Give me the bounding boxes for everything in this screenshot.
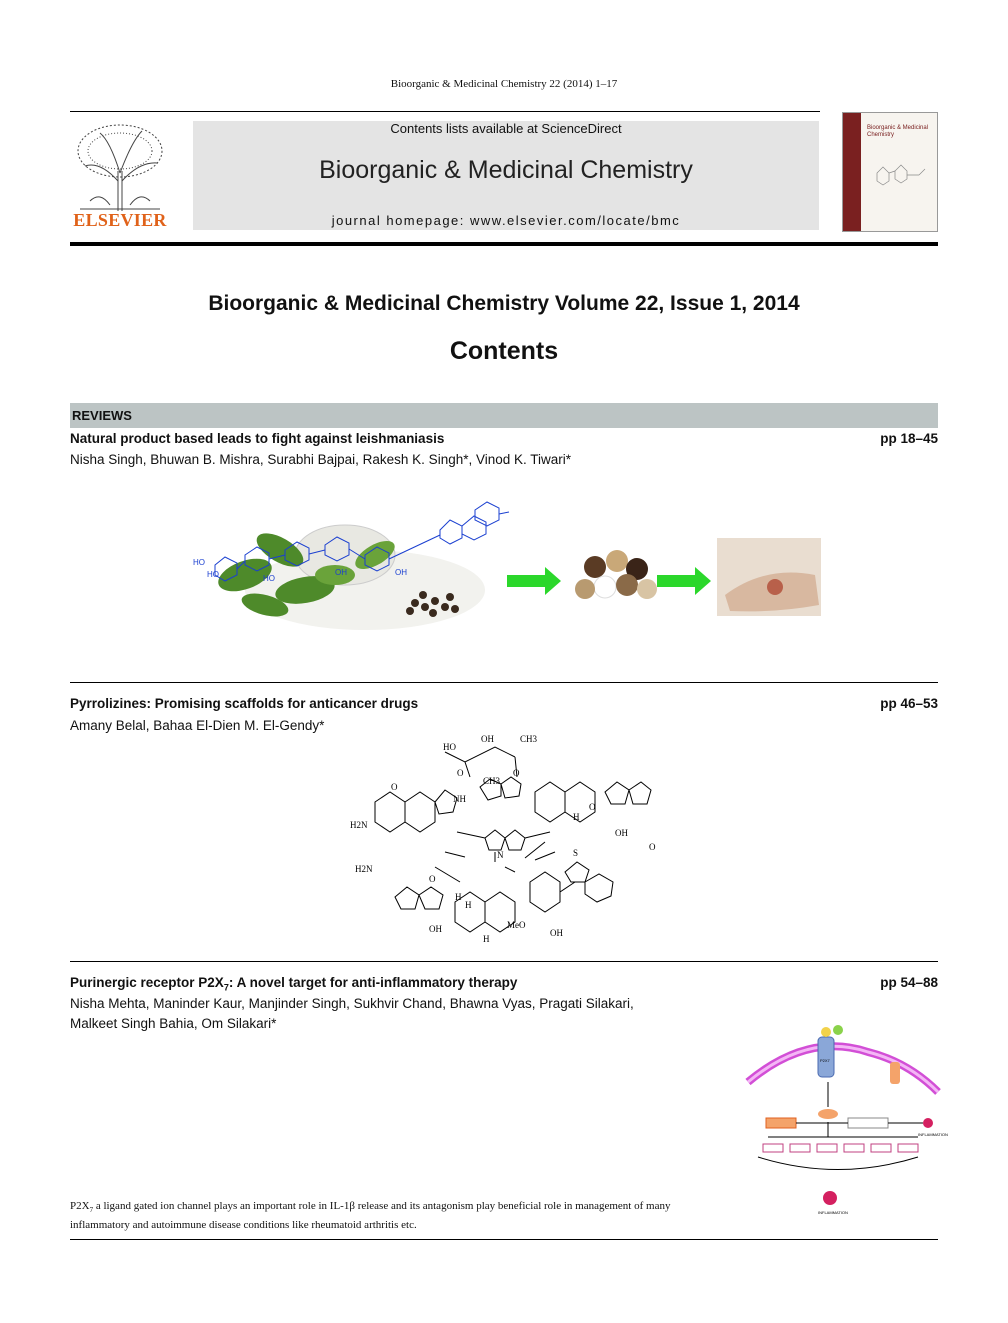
fig3-label: P2X7 [820, 1058, 830, 1063]
pyrrolizine-structures-diagram [345, 732, 665, 954]
section-label: REVIEWS [72, 408, 132, 423]
arrow-icon [507, 567, 561, 595]
article-2-title[interactable]: Pyrrolizines: Promising scaffolds for anticancer drugs [70, 696, 419, 711]
fig2-label: S [573, 848, 579, 858]
article-2-graphical-abstract [345, 732, 665, 954]
article-3-caption: $P2X_7$ a ligand gated ion channel plays an important role in IL-1β release and its antagonism play beneficial role in management of many inflammatory and autoimmune disease conditions like rheumatoid arthritis etc. [70, 1200, 671, 1232]
article-3-graphical-abstract [748, 1022, 948, 1222]
fig2-label: N [497, 850, 504, 860]
fig2-label: OH [615, 828, 628, 838]
journal-banner [193, 121, 819, 230]
elsevier-wordmark: ELSEVIER [73, 210, 167, 230]
article-divider [70, 682, 938, 683]
fig2-label: H [455, 892, 462, 902]
fig2-label: H [465, 900, 472, 910]
fig2-label: OH [550, 928, 563, 938]
elsevier-logo [70, 121, 170, 231]
article-2-authors: Amany Belal, Bahaa El-Dien M. El-Gendy* [70, 718, 325, 733]
article-1-pages[interactable]: pp 18–45 [880, 431, 938, 446]
article-3-authors: Nisha Mehta, Maninder Kaur, Manjinder Singh, Sukhvir Chand, Bhawna Vyas, Pragati Silakari, Malkeet Singh Bahia, Om Silakari* [70, 996, 634, 1031]
issue-title: Bioorganic & Medicinal Chemistry Volume 22, Issue 1, 2014 [208, 292, 800, 315]
article-3-pages[interactable]: pp 54–88 [880, 975, 938, 990]
fig1-label: HO [193, 558, 205, 567]
header-rule [70, 111, 820, 112]
fig3-label: INFLAMMATION [918, 1132, 948, 1137]
fig2-label: O [391, 782, 398, 792]
fig3-label: INFLAMMATION [818, 1210, 848, 1215]
article-1-title[interactable]: Natural product based leads to fight against leishmaniasis [70, 431, 445, 446]
journal-homepage-link[interactable]: journal homepage: www.elsevier.com/locate/bmc [331, 213, 681, 228]
availability-link[interactable]: Contents lists available at ScienceDirect [390, 121, 622, 136]
header-thick-rule [70, 242, 938, 246]
article-2-pages[interactable]: pp 46–53 [880, 696, 938, 711]
fig2-label: CH3 [520, 734, 538, 744]
contents-heading: Contents [449, 337, 559, 365]
fig2-label: H [483, 934, 490, 944]
fig2-label: MeO [507, 920, 526, 930]
running-head: Bioorganic & Medicinal Chemistry 22 (2014) 1–17 [390, 78, 618, 90]
fig1-label: OH [335, 568, 347, 577]
article-divider [70, 1239, 938, 1240]
arrow-icon [657, 567, 711, 595]
fig1-label: HO [207, 570, 219, 579]
fig2-label: O [649, 842, 656, 852]
article-3-title[interactable]: Purinergic receptor $P2X_7$: A novel target for anti-inflammatory therapy [70, 975, 518, 993]
fig2-label: CH3 [483, 776, 501, 786]
fig2-label: O [513, 768, 520, 778]
article-1-authors: Nisha Singh, Bhuwan B. Mishra, Surabhi Bajpai, Rakesh K. Singh*, Vinod K. Tiwari* [70, 452, 572, 467]
journal-title: Bioorganic & Medicinal Chemistry [319, 156, 693, 184]
fig2-label: O [457, 768, 464, 778]
p2x7-signaling-diagram [748, 1022, 948, 1222]
fig1-label: OH [395, 568, 407, 577]
fig2-label: NH [453, 794, 466, 804]
cover-molecule-icon [871, 153, 931, 193]
journal-cover-thumbnail[interactable] [842, 112, 938, 232]
cover-title: Bioorganic & Medicinal Chemistry [867, 125, 929, 138]
fig2-label: HO [443, 742, 456, 752]
herbs-to-treatment-illustration [185, 495, 825, 635]
fig2-label: H2N [355, 864, 373, 874]
cover-spine [843, 113, 861, 231]
fig2-label: OH [481, 734, 494, 744]
article-divider [70, 961, 938, 962]
section-header-reviews [70, 403, 938, 428]
article-1-graphical-abstract [185, 495, 825, 635]
fig2-label: OH [429, 924, 442, 934]
fig2-label: O [429, 874, 436, 884]
fig2-label: H [573, 812, 580, 822]
tree-logo-icon [70, 121, 170, 213]
fig2-label: H2N [350, 820, 368, 830]
fig2-label: O [589, 802, 596, 812]
fig1-label: HO [263, 574, 275, 583]
